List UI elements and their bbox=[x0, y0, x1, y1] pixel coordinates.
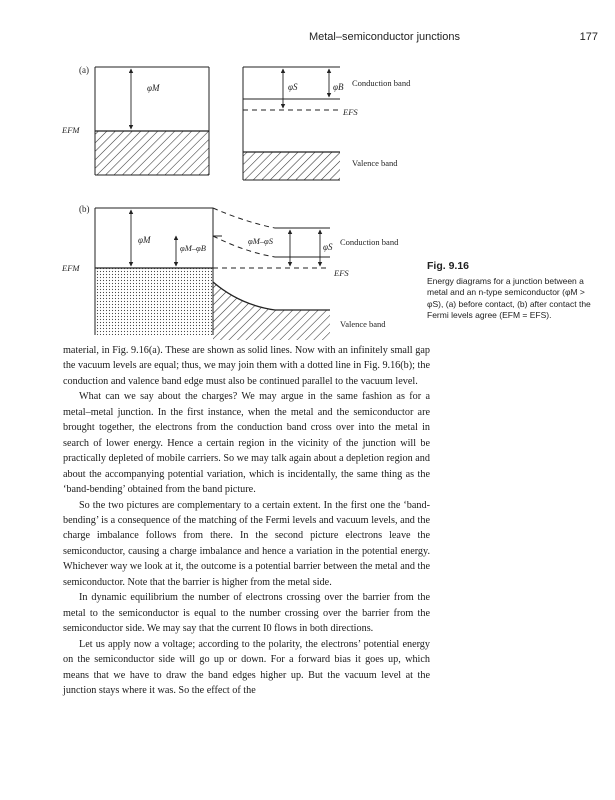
body-paragraph: Let us apply now a voltage; according to the polarity, the electrons’ potential energy on the semiconductor side will go up or down. For a forward bias it goes up, which means that we have to draw the band edges higher up. But the vacuum level at the junction stays where it was. So the effect of the bbox=[63, 638, 430, 696]
figure-caption bbox=[427, 261, 602, 322]
panel-b-metal-filled-states bbox=[95, 268, 213, 335]
panel-a-phi-b-label: φB bbox=[333, 82, 344, 92]
panel-b-valence-band-filled bbox=[213, 282, 330, 340]
panel-b-vacuum-level-bent bbox=[213, 208, 330, 228]
panel-b-phi-m-label: φM bbox=[138, 235, 151, 245]
page-number: 177 bbox=[579, 31, 598, 43]
panel-a-efs-label: EFS bbox=[343, 107, 358, 117]
body-paragraph: material, in Fig. 9.16(a). These are shown as solid lines. Now with an infinitely small gap the vacuum levels are equal; thus, we may join them with a dotted line in Fig. 9.16(b); the conduction and valence band edge must also be continued parallel to the vacuum level. bbox=[63, 345, 430, 387]
panel-a-conduction-band-label: Conduction band bbox=[352, 78, 411, 88]
panel-a-efm-label: EFM bbox=[62, 125, 80, 135]
panel-a-phi-s-label: φS bbox=[288, 82, 298, 92]
panel-b-efs-label: EFS bbox=[334, 268, 349, 278]
panel-a-valence-band-filled bbox=[243, 152, 340, 180]
panel-b-semiconductor bbox=[213, 208, 330, 340]
panel-b-efm-label: EFM bbox=[62, 263, 80, 273]
panel-a-metal-filled-states bbox=[95, 131, 209, 175]
figure-caption-label: Fig. 9.16 bbox=[427, 260, 470, 272]
panel-b-phi-m-minus-phi-b-label: φM–φB bbox=[180, 243, 206, 253]
panel-a-phi-m-label: φM bbox=[147, 83, 160, 93]
body-paragraph: In dynamic equilibrium the number of electrons crossing over the barrier from the metal to the semiconductor is equal to the number crossing over the barrier from the semiconductor side. We may say that the current I0 flows in both directions. bbox=[63, 592, 430, 635]
figure-caption-text: Energy diagrams for a junction between a metal and an n-type semiconductor (φM > φS), (a) before contact, (b) after contact the Fermi levels agree (EFM = EFS). bbox=[427, 275, 591, 321]
body-text bbox=[63, 343, 430, 698]
body-paragraph: So the two pictures are complementary to a certain extent. In the first one the ‘band-bending’ is a consequence of the matching of the Fermi levels and vacuum levels, and the charge imbalance follows from there. In the second picture electrons leave the semiconductor, causing a charge imbalance and hence a variation in the potential energy. Whichever way we look at it, the outcome is a potential barrier between the metal and the semiconductor. Note that the barrier is higher from the metal side. bbox=[63, 499, 430, 588]
panel-b-phi-m-minus-phi-s-label: φM–φS bbox=[248, 236, 273, 246]
panel-b-conduction-band-label: Conduction band bbox=[340, 237, 399, 247]
panel-a-valence-band-label: Valence band bbox=[352, 158, 398, 168]
panel-a-label: (a) bbox=[79, 65, 89, 75]
panel-b-metal bbox=[95, 208, 213, 335]
running-title: Metal–semiconductor junctions bbox=[308, 31, 460, 43]
panel-b-phi-s-label: φS bbox=[323, 242, 333, 252]
panel-b-label: (b) bbox=[79, 204, 90, 214]
panel-b-valence-band-label: Valence band bbox=[340, 319, 386, 329]
body-paragraph: What can we say about the charges? We may argue in the same fashion as for a metal–metal junction. In the first instance, when the metal and the semiconductor are brought together, the electrons from the conduction band cross over into the metal in search of lower energy. Hence a certain region in the vicinity of the junction will be practically depleted of mobile carriers. So we may talk again about a depletion region and about the accompanying potential variation, which is incidentally, the same thing as the ‘band-bending’ obtained from the band picture. bbox=[63, 391, 430, 496]
